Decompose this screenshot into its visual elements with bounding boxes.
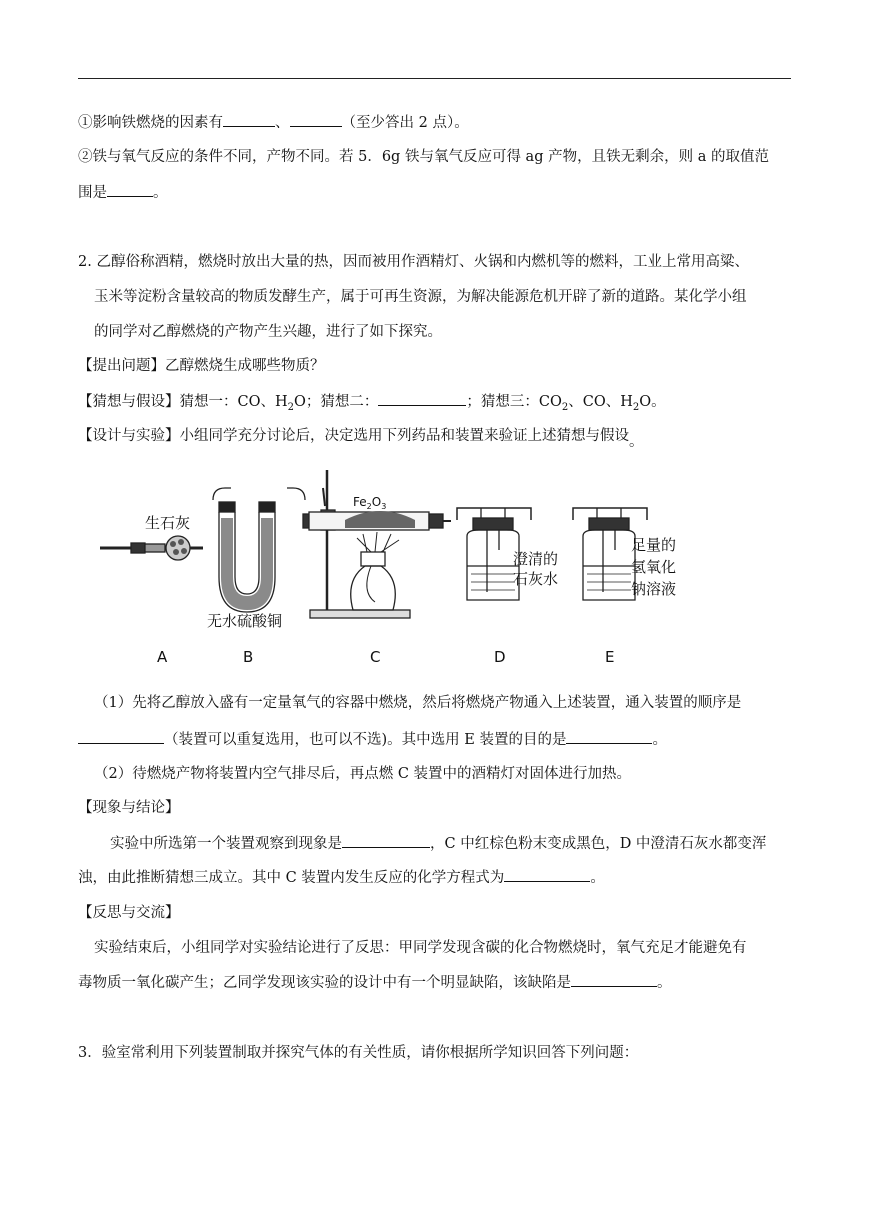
q2-intro-line2: 玉米等淀粉含量较高的物质发酵生产，属于可再生资源，为解决能源危机开辟了新的道路。某化学小组 bbox=[94, 289, 747, 305]
result-heading: 【现象与结论】 bbox=[78, 800, 180, 816]
apparatus-figure bbox=[95, 462, 715, 672]
hyp-text: 猜想一：CO、H bbox=[179, 394, 288, 410]
label-cuso4: 无水硫酸铜 bbox=[207, 612, 283, 630]
q2-part1-line1: （1）先将乙醇放入盛有一定量氧气的容器中燃烧，然后将燃烧产物通入上述装置，通入装置的顺序是 bbox=[94, 695, 742, 711]
answer-blank[interactable] bbox=[504, 867, 590, 882]
reflect-text: 。 bbox=[657, 975, 672, 991]
q1-text: 。 bbox=[153, 185, 168, 201]
apparatus-letter: B bbox=[243, 648, 254, 666]
apparatus-letter: A bbox=[157, 648, 168, 666]
answer-blank[interactable] bbox=[78, 729, 164, 744]
design-text: 小组同学充分讨论后，决定选用下列药品和装置来验证上述猜想与假设 bbox=[179, 428, 629, 444]
q2-hypothesis bbox=[78, 391, 666, 418]
answer-blank[interactable] bbox=[571, 972, 657, 987]
answer-blank[interactable] bbox=[566, 729, 652, 744]
label-limewater-1: 澄清的 bbox=[513, 550, 559, 568]
result-line1 bbox=[110, 833, 766, 854]
label-naoh-1: 足量的 bbox=[631, 536, 677, 554]
result-text: ，C 中红棕色粉末变成黑色，D 中澄清石灰水都变浑 bbox=[430, 836, 767, 852]
q1-text: （至少答出 2 点）。 bbox=[341, 115, 469, 131]
q2-part1-line2 bbox=[78, 729, 667, 750]
design-text: 。 bbox=[629, 434, 644, 450]
q1-sep: 、 bbox=[275, 115, 290, 131]
label-fe2o3: $Fe_2O_3$ bbox=[353, 495, 387, 511]
header-rule bbox=[78, 78, 791, 79]
q1-text: 围是 bbox=[78, 185, 107, 201]
reflect-line2 bbox=[78, 972, 672, 993]
reflect-text: 毒物质一氧化碳产生；乙同学发现该实验的设计中有一个明显缺陷，该缺陷是 bbox=[78, 975, 571, 991]
part1-text: 。 bbox=[652, 732, 667, 748]
hyp-text: ；猜想三：CO bbox=[466, 394, 562, 410]
result-text: 。 bbox=[590, 870, 605, 886]
q1-text: ①影响铁燃烧的因素有 bbox=[78, 115, 223, 131]
answer-blank[interactable] bbox=[223, 112, 275, 127]
q2-design bbox=[78, 426, 644, 450]
question-text: 乙醇燃烧生成哪些物质？ bbox=[165, 358, 325, 374]
q1-line3 bbox=[78, 182, 168, 203]
answer-blank[interactable] bbox=[378, 391, 466, 406]
q2-question bbox=[78, 356, 325, 376]
q2-intro-line3: 的同学对乙醇燃烧的产物产生兴趣，进行了如下探究。 bbox=[94, 324, 442, 340]
hyp-text: O；猜想二： bbox=[294, 394, 379, 410]
apparatus-b bbox=[213, 488, 305, 612]
answer-blank[interactable] bbox=[290, 112, 342, 127]
result-text: 浊，由此推断猜想三成立。其中 C 装置内发生反应的化学方程式为 bbox=[78, 870, 505, 886]
part1-text: （装置可以重复选用，也可以不选)。其中选用 E 装置的目的是 bbox=[164, 732, 567, 748]
label-naoh-2: 氢氧化 bbox=[631, 558, 677, 576]
section-heading: 【猜想与假设】 bbox=[78, 394, 180, 410]
label-naoh-3: 钠溶液 bbox=[631, 580, 677, 598]
q1-line2: ②铁与氧气反应的条件不同，产物不同。若 5．6g 铁与氧气反应可得 ag 产物，且铁无剩余，则 a 的取值范 bbox=[78, 149, 769, 165]
answer-blank[interactable] bbox=[342, 833, 430, 848]
answer-blank[interactable] bbox=[107, 182, 153, 197]
apparatus-letter: E bbox=[605, 648, 615, 666]
label-limewater-2: 石灰水 bbox=[513, 570, 559, 588]
reflect-line1: 实验结束后，小组同学对实验结论进行了反思：甲同学发现含碳的化合物燃烧时，氧气充足才能避免有 bbox=[94, 940, 747, 956]
hyp-text: O。 bbox=[639, 394, 666, 410]
result-text: 实验中所选第一个装置观察到现象是 bbox=[110, 836, 342, 852]
subscript: 2 bbox=[287, 401, 295, 413]
q3-prompt: 3．验室常利用下列装置制取并探究气体的有关性质，请你根据所学知识回答下列问题： bbox=[78, 1045, 639, 1061]
apparatus-a bbox=[100, 536, 203, 560]
reflect-heading: 【反思与交流】 bbox=[78, 905, 180, 921]
section-heading: 【提出问题】 bbox=[78, 358, 165, 374]
apparatus-c bbox=[303, 470, 451, 618]
label-quicklime: 生石灰 bbox=[145, 514, 191, 532]
result-line2 bbox=[78, 867, 605, 888]
subscript: 2 bbox=[632, 401, 640, 413]
section-heading: 【设计与实验】 bbox=[78, 428, 180, 444]
apparatus-letter: D bbox=[494, 648, 506, 666]
q1-line1 bbox=[78, 112, 469, 133]
hyp-text: 、CO、H bbox=[568, 394, 633, 410]
subscript: 2 bbox=[561, 401, 569, 413]
apparatus-letter: C bbox=[370, 648, 381, 666]
q2-part2: （2）待燃烧产物将装置内空气排尽后，再点燃 C 装置中的酒精灯对固体进行加热。 bbox=[94, 766, 632, 782]
q2-intro-line1: 2. 乙醇俗称酒精，燃烧时放出大量的热，因而被用作酒精灯、火锅和内燃机等的燃料，工业上常用高粱、 bbox=[78, 254, 749, 270]
